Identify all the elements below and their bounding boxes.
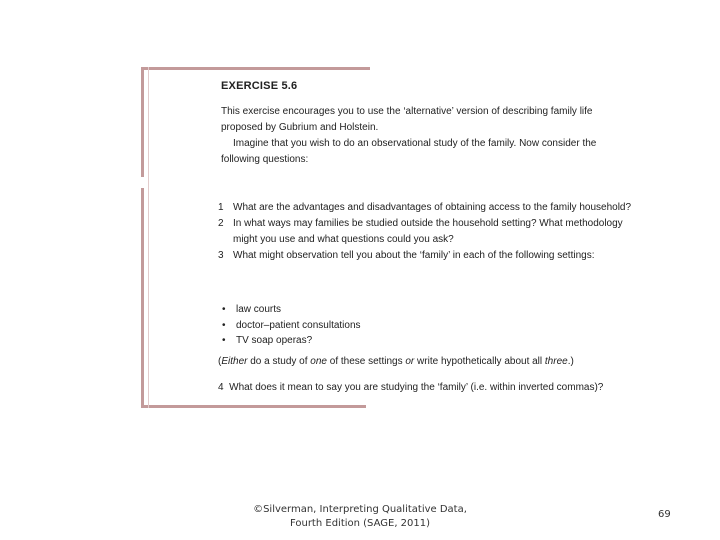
question-item	[218, 200, 633, 216]
citation-line-1: ©Silverman, Interpreting Qualitative Data,	[253, 504, 467, 515]
bullet-item	[222, 333, 361, 349]
bullet-text: law courts	[236, 304, 282, 315]
bullet-icon: •	[222, 335, 226, 346]
exercise-frame-left-upper	[141, 67, 144, 177]
either-part2: of these settings	[326, 356, 406, 367]
question-text: What might observation tell you about the ‘family’ in each of the following settings:	[233, 250, 595, 261]
either-part1: do a study of	[247, 356, 311, 367]
exercise-frame-bottom	[141, 405, 366, 408]
bullet-item	[222, 302, 361, 318]
question-text: In what ways may families be studied outside the household setting? What methodology might you use and what questions could you ask?	[233, 218, 623, 245]
question-text: What does it mean to say you are studying the ‘family’ (i.e. within inverted commas)?	[229, 382, 604, 393]
citation-line-2: Fourth Edition (SAGE, 2011)	[289, 518, 431, 529]
bullet-icon: •	[222, 319, 226, 331]
question-item	[218, 380, 638, 396]
one-word: one	[310, 356, 327, 367]
either-open: (	[218, 356, 222, 367]
bullet-item	[222, 318, 361, 334]
question-number: 1	[218, 202, 224, 213]
settings-bullet-list	[222, 302, 361, 349]
question-text: What are the advantages and disadvantages of obtaining access to the family household?	[233, 202, 632, 213]
either-instruction	[218, 354, 638, 370]
question-number: 2	[218, 218, 224, 229]
or-word: or	[405, 356, 415, 367]
question-list	[218, 200, 633, 264]
exercise-frame-inner-line	[148, 67, 149, 408]
three-word: three	[544, 356, 568, 367]
exercise-instruction-paragraph: Imagine that you wish to do an observational study of the family. Now consider the following questions:	[221, 138, 597, 165]
exercise-intro-paragraph: This exercise encourages you to use the ‘alternative’ version of describing family life proposed by Gubrium and Holstein.	[221, 106, 593, 133]
either-close: .)	[567, 356, 574, 367]
bullet-text: TV soap operas?	[236, 335, 313, 346]
either-word: Either	[221, 356, 248, 367]
question-item	[218, 216, 633, 248]
bullet-icon: •	[222, 304, 226, 315]
question-item	[218, 248, 633, 264]
either-part3: write hypothetically about all	[414, 356, 545, 367]
question-number: 4	[218, 382, 224, 393]
footer-citation	[230, 503, 490, 531]
question-number: 3	[218, 250, 224, 261]
exercise-frame-top	[141, 67, 370, 70]
page-number: 69	[658, 509, 671, 520]
exercise-title: EXERCISE 5.6	[221, 80, 298, 92]
bullet-text: doctor–patient consultations	[236, 319, 361, 331]
exercise-frame-left-lower	[141, 188, 144, 408]
